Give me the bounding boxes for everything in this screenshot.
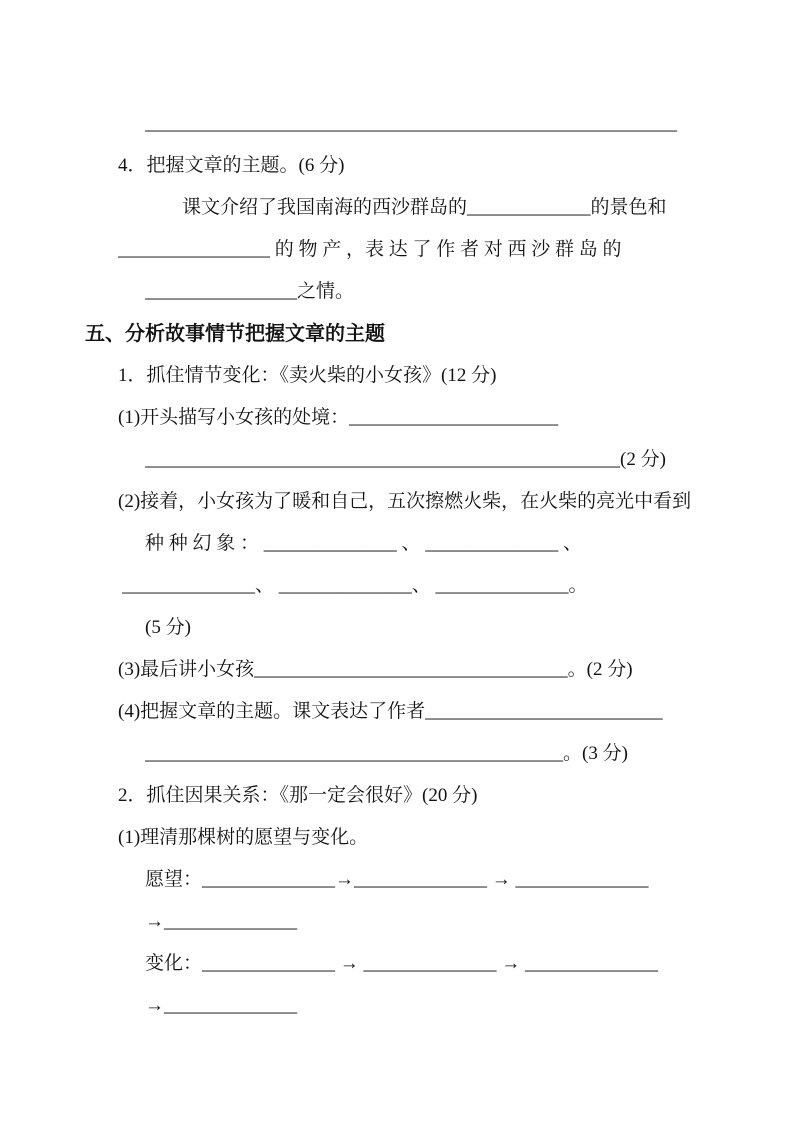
- section-5-heading: 五、分析故事情节把握文章的主题: [85, 323, 385, 345]
- s5-q2-sub1: (1)理清那棵树的愿望与变化。: [118, 827, 369, 848]
- s5-q1-sub2: (2)接着，小女孩为了暖和自己，五次擦燃火柴，在火柴的亮光中看到: [118, 491, 692, 512]
- s5-q2-heading: 2．抓住因果关系：《那一定会很好》(20 分): [118, 785, 478, 806]
- q4-paragraph-line-2: ________________ 的 物 产 ，表 达 了 作 者 对 西 沙 群 岛 的: [118, 239, 622, 260]
- s5-q2-wishes-line2: →______________: [145, 911, 297, 932]
- q4-heading: 4．把握文章的主题。(6 分): [118, 155, 345, 176]
- s5-q1-sub3: (3)最后讲小女孩_________________________________。(2 分): [118, 659, 633, 680]
- s5-q2-changes-line: 变化：______________ → ______________ → ______________: [145, 953, 659, 974]
- s5-q1-sub4-line2: ____________________________________________。(3 分): [145, 743, 628, 764]
- s5-q2-changes-line2: →______________: [145, 995, 297, 1016]
- s5-q1-sub2-line2: 种 种 幻 象 ： ______________ 、 ______________ 、: [145, 533, 583, 554]
- s5-q1-sub2-line3: ______________、 ______________、 ______________。: [122, 575, 588, 596]
- blank-line-continuation: ________________________________________________________: [145, 113, 677, 134]
- s5-q1-heading: 1．抓住情节变化：《卖火柴的小女孩》(12 分): [118, 365, 497, 386]
- s5-q1-sub2-score: (5 分): [145, 617, 191, 638]
- s5-q1-sub4: (4)把握文章的主题。课文表达了作者_________________________: [118, 701, 663, 722]
- s5-q1-sub1: (1)开头描写小女孩的处境：______________________: [118, 407, 559, 428]
- q4-paragraph-line-1: 课文介绍了我国南海的西沙群岛的_____________的景色和: [182, 197, 667, 218]
- s5-q2-wishes-line: 愿望：______________→______________ → ______________: [145, 869, 649, 890]
- s5-q1-sub1-line2: __________________________________________________(2 分): [145, 449, 666, 470]
- q4-paragraph-line-3: ________________之情。: [145, 281, 355, 302]
